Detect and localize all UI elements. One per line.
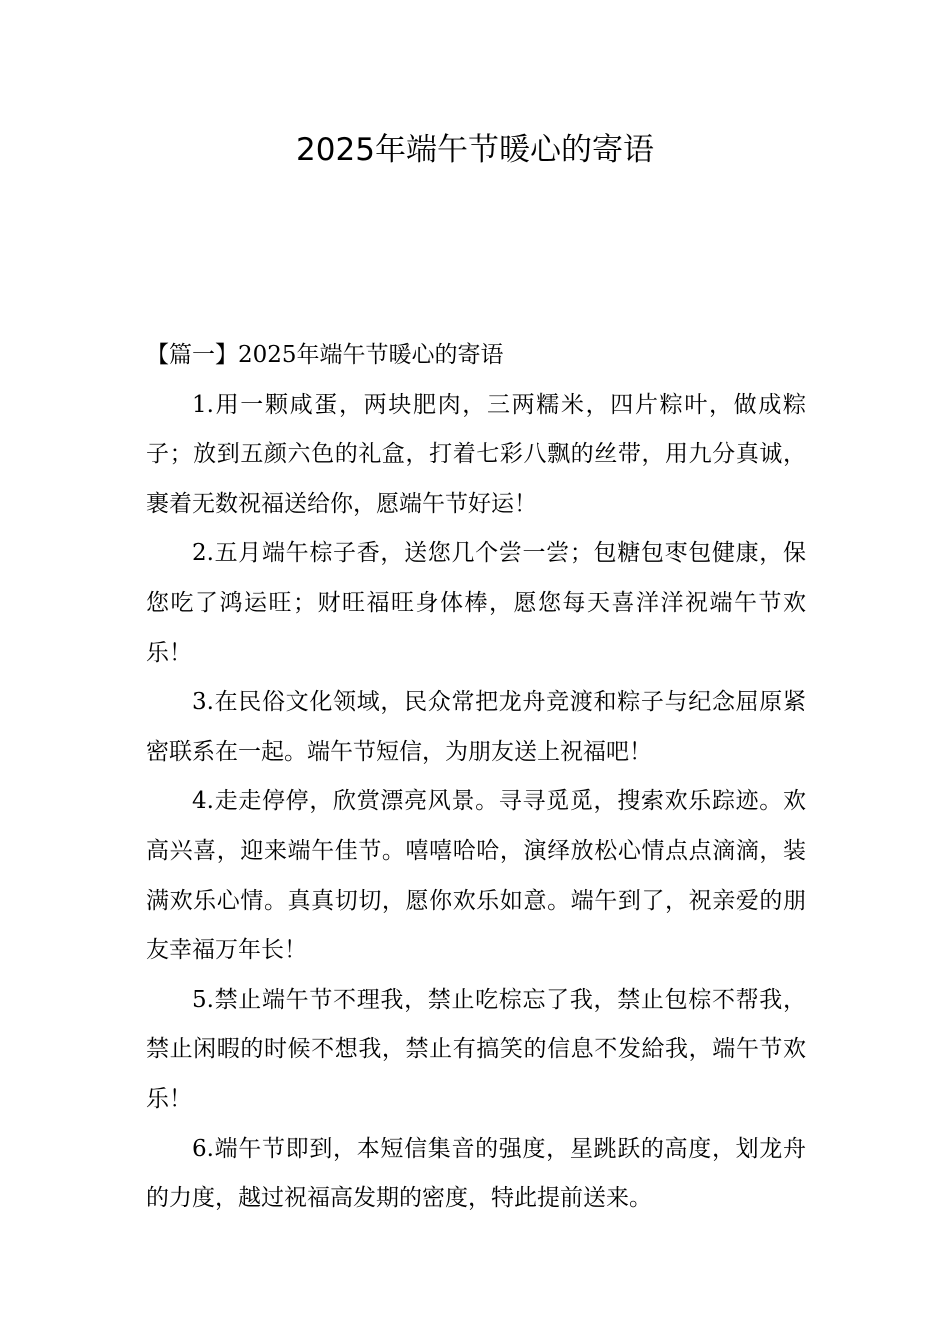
paragraph-3: 3.在民俗文化领域，民众常把龙舟竞渡和粽子与纪念屈原紧密联系在一起。端午节短信，为朋友送上祝福吧！	[146, 689, 806, 765]
paragraph-1: 1.用一颗咸蛋，两块肥肉，三两糯米，四片粽叶，做成粽子；放到五颜六色的礼盒，打着七彩八飘的丝带，用九分真诚，裹着无数祝福送给你，愿端午节好运！	[146, 391, 806, 517]
section-heading: 【篇一】2025年端午节暖心的寄语	[146, 342, 504, 368]
paragraph-5: 5.禁止端午节不理我，禁止吃棕忘了我，禁止包棕不帮我，禁止闲暇的时候不想我，禁止有搞笑的信息不发給我，端午节欢乐！	[146, 986, 806, 1112]
paragraph-4: 4.走走停停，欣赏漂亮风景。寻寻觅觅，搜索欢乐踪迹。欢高兴喜，迎来端午佳节。嘻嘻哈哈，演绎放松心情点点滴滴，装满欢乐心情。真真切切，愿你欢乐如意。端午到了，祝亲爱的朋友幸福万年长！	[146, 788, 806, 964]
document-body	[146, 331, 806, 1224]
document-title: 2025年端午节暖心的寄语	[296, 132, 654, 168]
paragraph-2: 2.五月端午棕子香，送您几个尝一尝；包糖包枣包健康，保您吃了鸿运旺；财旺福旺身体棒，愿您每天喜洋洋祝端午节欢乐！	[146, 540, 806, 666]
paragraph-6: 6.端午节即到，本短信集音的强度，星跳跃的高度，划龙舟的力度，越过祝福高发期的密度，特此提前送来。	[146, 1135, 806, 1212]
